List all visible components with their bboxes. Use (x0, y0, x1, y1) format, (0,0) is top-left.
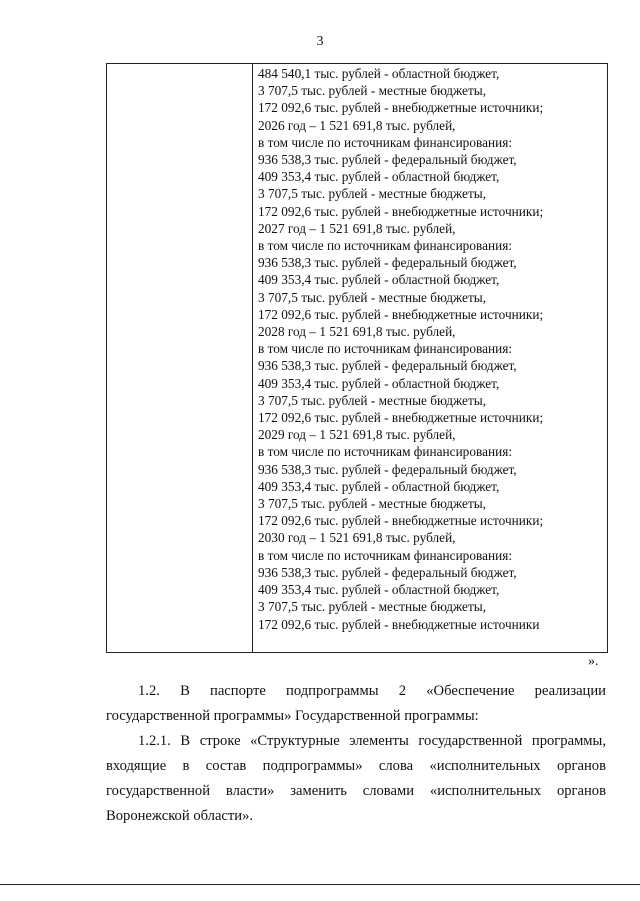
financing-line: 2030 год – 1 521 691,8 тыс. рублей, (258, 530, 456, 546)
financing-line: 2028 год – 1 521 691,8 тыс. рублей, (258, 324, 456, 340)
financing-line: в том числе по источникам финансирования: (258, 547, 513, 563)
financing-line: 2026 год – 1 521 691,8 тыс. рублей, (258, 117, 456, 133)
financing-line: 3 707,5 тыс. рублей - местные бюджеты, (258, 599, 487, 615)
financing-line: 172 092,6 тыс. рублей - внебюджетные источники; (258, 306, 544, 322)
financing-line: 172 092,6 тыс. рублей - внебюджетные источники; (258, 410, 544, 426)
paragraph-1-2-1 (106, 729, 606, 829)
financing-cell (258, 65, 603, 633)
financing-table (106, 63, 608, 653)
financing-line: 3 707,5 тыс. рублей - местные бюджеты, (258, 392, 487, 408)
financing-line: 2027 год – 1 521 691,8 тыс. рублей, (258, 220, 456, 236)
financing-line: в том числе по источникам финансирования: (258, 238, 513, 254)
financing-line: 172 092,6 тыс. рублей - внебюджетные источники (258, 616, 540, 632)
page-number: 3 (316, 34, 324, 49)
footer-rule (0, 884, 640, 885)
financing-line: 172 092,6 тыс. рублей - внебюджетные источники; (258, 513, 544, 529)
financing-line: 409 353,4 тыс. рублей - областной бюджет, (258, 272, 500, 288)
financing-line: в том числе по источникам финансирования: (258, 134, 513, 150)
financing-line: 409 353,4 тыс. рублей - областной бюджет, (258, 582, 500, 598)
financing-line: 3 707,5 тыс. рублей - местные бюджеты, (258, 289, 487, 305)
paragraph-1-2 (106, 679, 606, 729)
financing-line: в том числе по источникам финансирования: (258, 444, 513, 460)
closing-quote: ». (588, 654, 599, 669)
financing-line: 936 538,3 тыс. рублей - федеральный бюджет, (258, 152, 517, 168)
financing-line: 409 353,4 тыс. рублей - областной бюджет, (258, 169, 500, 185)
financing-line: 936 538,3 тыс. рублей - федеральный бюджет, (258, 255, 517, 271)
financing-line: 3 707,5 тыс. рублей - местные бюджеты, (258, 496, 487, 512)
financing-line: 3 707,5 тыс. рублей - местные бюджеты, (258, 83, 487, 99)
financing-line: 936 538,3 тыс. рублей - федеральный бюджет, (258, 461, 517, 477)
table-column-divider (252, 64, 253, 652)
financing-line: 409 353,4 тыс. рублей - областной бюджет, (258, 478, 500, 494)
financing-line: 484 540,1 тыс. рублей - областной бюджет, (258, 66, 500, 81)
financing-line: 936 538,3 тыс. рублей - федеральный бюджет, (258, 564, 517, 580)
financing-line: 936 538,3 тыс. рублей - федеральный бюджет, (258, 358, 517, 374)
financing-line: 172 092,6 тыс. рублей - внебюджетные источники; (258, 203, 544, 219)
financing-line: 409 353,4 тыс. рублей - областной бюджет, (258, 375, 500, 391)
paragraph-text: 1.2.1. В строке «Структурные элементы государственной программы, входящие в состав подпрограммы» слова «исполнительных органов государственной власти» заменить словами «исполнительных органов Воронежской области». (106, 733, 606, 824)
financing-line: 2029 год – 1 521 691,8 тыс. рублей, (258, 427, 456, 443)
financing-line: 3 707,5 тыс. рублей - местные бюджеты, (258, 186, 487, 202)
paragraph-text: 1.2. В паспорте подпрограммы 2 «Обеспечение реализации государственной программы» Государственной программы: (106, 683, 606, 724)
financing-line: 172 092,6 тыс. рублей - внебюджетные источники; (258, 100, 544, 116)
financing-line: в том числе по источникам финансирования: (258, 341, 513, 357)
